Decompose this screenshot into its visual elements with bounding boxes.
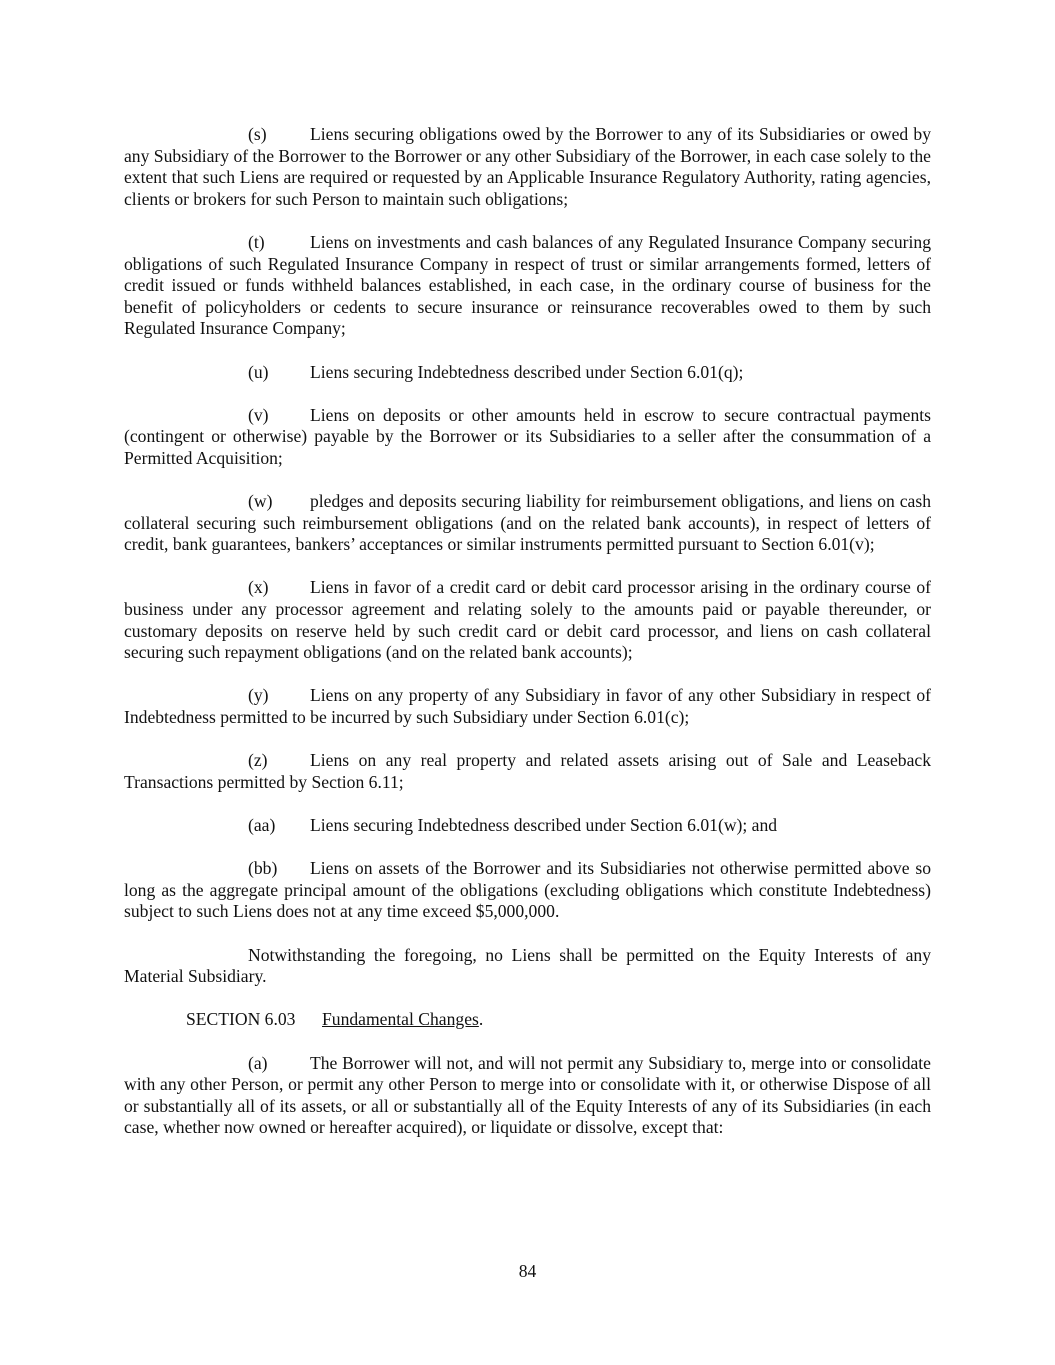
page-number: 84 <box>518 1261 537 1281</box>
clause-w <box>124 491 931 556</box>
section-clause-a <box>124 1053 931 1139</box>
clause-text: Liens in favor of a credit card or debit card processor arising in the ordinary course of business under any processor agreement and relating solely to the amounts paid or payable thereunder, or customary deposits on reserve held by such credit card or debit card processor, and liens on cash collateral securing such repayment obligations (and on the related bank accounts); <box>124 577 931 663</box>
clause-label: (bb) <box>248 858 278 879</box>
clause-text: Liens on investments and cash balances of any Regulated Insurance Company securing obligations of such Regulated Insurance Company in respect of trust or similar arrangements formed, letters of credit issued or funds withheld balances established, in each case, in the ordinary course of business for the benefit of policyholders or cedents to secure insurance or reinsurance recoverables owed to them by such Regulated Insurance Company; <box>124 231 931 339</box>
clause-label: (aa) <box>248 815 276 835</box>
clause-t <box>124 232 931 340</box>
clause-bb <box>124 858 931 923</box>
clause-text: Liens on any real property and related assets arising out of Sale and Leaseback Transactions permitted by Section 6.11; <box>124 750 931 792</box>
clause-aa <box>124 815 931 837</box>
clause-u <box>124 362 931 384</box>
clause-text: Liens on assets of the Borrower and its Subsidiaries not otherwise permitted above so long as the aggregate principal amount of the obligations (excluding obligations which constitute Indebtedness) subject to such Liens does not at any time exceed $5,000,000. <box>124 858 931 922</box>
section-heading <box>124 1009 931 1031</box>
section-title-period: . <box>478 1009 484 1030</box>
section-title: Fundamental Changes <box>322 1009 479 1030</box>
clause-text: Liens on any property of any Subsidiary in favor of any other Subsidiary in respect of Indebtedness permitted to be incurred by such Subsidiary under Section 6.01(c); <box>124 685 931 728</box>
clause-text: Liens securing Indebtedness described under Section 6.01(w); and <box>310 815 778 835</box>
clause-label: (w) <box>248 491 273 512</box>
clause-text: Liens securing Indebtedness described under Section 6.01(q); <box>310 361 744 382</box>
document-page <box>124 124 931 1161</box>
clause-text: Liens on deposits or other amounts held in escrow to secure contractual payments (contingent or otherwise) payable by the Borrower or its Subsidiaries to a seller after the consummation of a Permitted Acquisition; <box>124 404 931 468</box>
clause-label: (x) <box>248 577 269 598</box>
clause-label: (t) <box>248 231 265 252</box>
clause-y <box>124 685 931 728</box>
notwithstanding-paragraph: Notwithstanding the foregoing, no Liens shall be permitted on the Equity Interests of any Material Subsidiary. <box>124 944 931 987</box>
clause-label: (v) <box>248 404 269 425</box>
clause-label: (a) <box>248 1052 268 1073</box>
clause-text: The Borrower will not, and will not permit any Subsidiary to, merge into or consolidate with any other Person, or permit any other Person to merge into or consolidate with it, or otherwise Dispose of all or substantially all of its assets, or all or substantially all of the Equity Interests of any of its Subsidiaries (in each case, whether now owned or hereafter acquired), or liquidate or dissolve, except that: <box>124 1052 931 1138</box>
clause-label: (z) <box>248 750 268 771</box>
clause-label: (y) <box>248 685 269 706</box>
clause-x <box>124 577 931 663</box>
section-number: SECTION 6.03 <box>186 1009 296 1030</box>
clause-text: Liens securing obligations owed by the Borrower to any of its Subsidiaries or owed by any Subsidiary of the Borrower to the Borrower or any other Subsidiary of the Borrower, in each case solely to the extent that such Liens are required or requested by an Applicable Insurance Regulatory Authority, rating agencies, clients or brokers for such Person to maintain such obligations; <box>124 124 931 209</box>
clause-label: (u) <box>248 361 269 382</box>
clause-text: pledges and deposits securing liability for reimbursement obligations, and liens on cash collateral securing such reimbursement obligations (and on the related bank accounts), in respect of letters of credit, bank guarantees, bankers’ acceptances or similar instruments permitted pursuant to Section 6.01(v); <box>124 491 931 555</box>
clause-v <box>124 405 931 470</box>
clause-s <box>124 124 931 210</box>
clause-z <box>124 750 931 793</box>
clause-label: (s) <box>248 124 267 144</box>
